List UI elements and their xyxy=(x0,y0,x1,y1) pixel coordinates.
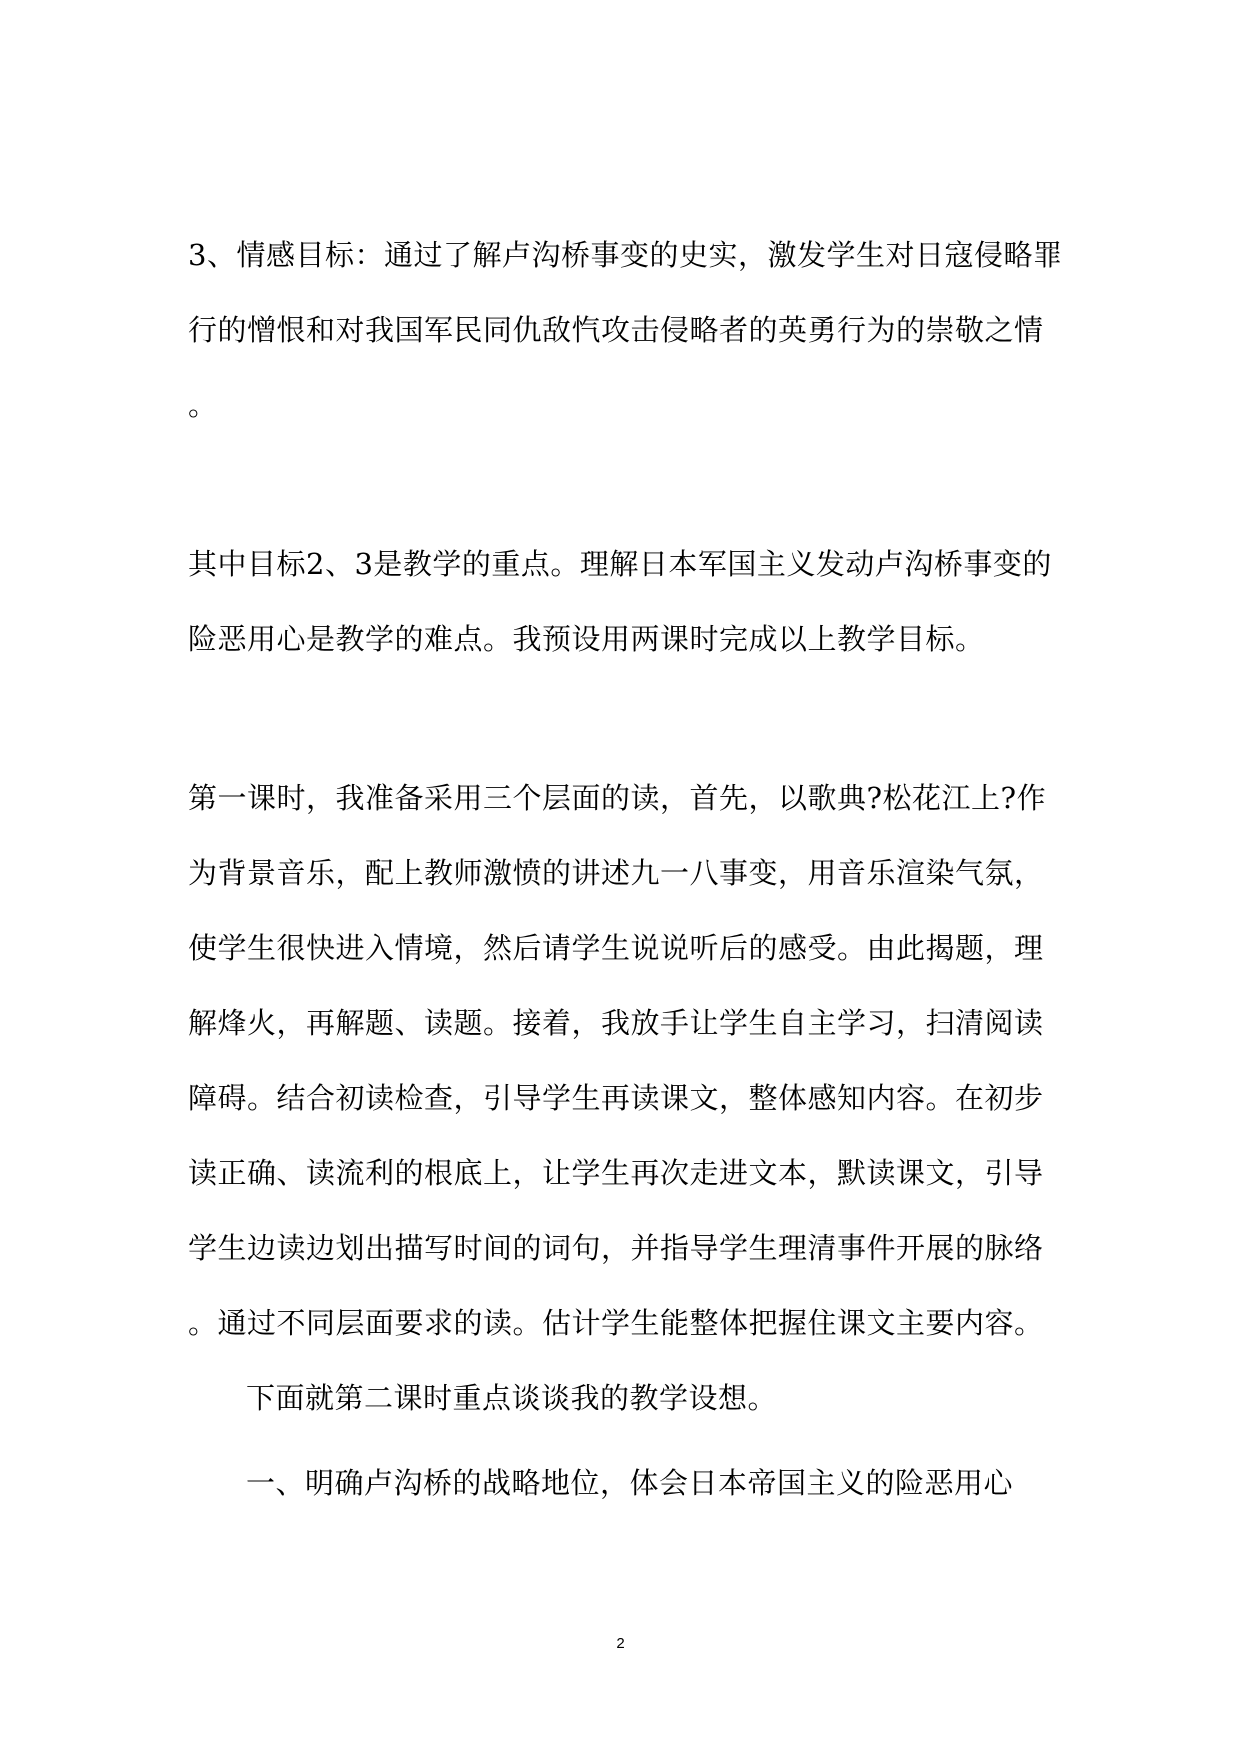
text-line: 行的憎恨和对我国军民同仇敌忾攻击侵略者的英勇行为的崇敬之情 xyxy=(188,313,1044,347)
page-number: 2 xyxy=(616,1635,625,1652)
text-line: 3、情感目标：通过了解卢沟桥事变的史实，激发学生对日寇侵略罪 xyxy=(188,238,1063,272)
text-line: 读正确、读流利的根底上，让学生再次走进文本，默读课文，引导 xyxy=(188,1156,1044,1190)
text-line: 解烽火，再解题、读题。接着，我放手让学生自主学习，扫清阅读 xyxy=(188,1006,1044,1040)
text-line: 障碍。结合初读检查，引导学生再读课文，整体感知内容。在初步 xyxy=(188,1081,1044,1115)
text-line: 第一课时，我准备采用三个层面的读，首先，以歌典?松花江上?作 xyxy=(188,781,1047,815)
text-line: 为背景音乐，配上教师激愤的讲述九一八事变，用音乐渲染气氛， xyxy=(188,856,1044,890)
text-line: 使学生很快进入情境，然后请学生说说听后的感受。由此揭题，理 xyxy=(188,931,1044,965)
text-line: 下面就第二课时重点谈谈我的教学设想。 xyxy=(246,1381,778,1415)
section-heading: 一、明确卢沟桥的战略地位，体会日本帝国主义的险恶用心 xyxy=(246,1466,1014,1500)
text-line: 。通过不同层面要求的读。估计学生能整体把握住课文主要内容。 xyxy=(188,1306,1044,1340)
text-line: 险恶用心是教学的难点。我预设用两课时完成以上教学目标。 xyxy=(188,622,985,656)
text-line: 学生边读边划出描写时间的词句，并指导学生理清事件开展的脉络 xyxy=(188,1231,1044,1265)
text-line: 其中目标2、3是教学的重点。理解日本军国主义发动卢沟桥事变的 xyxy=(188,547,1052,581)
text-line: 。 xyxy=(188,388,218,422)
